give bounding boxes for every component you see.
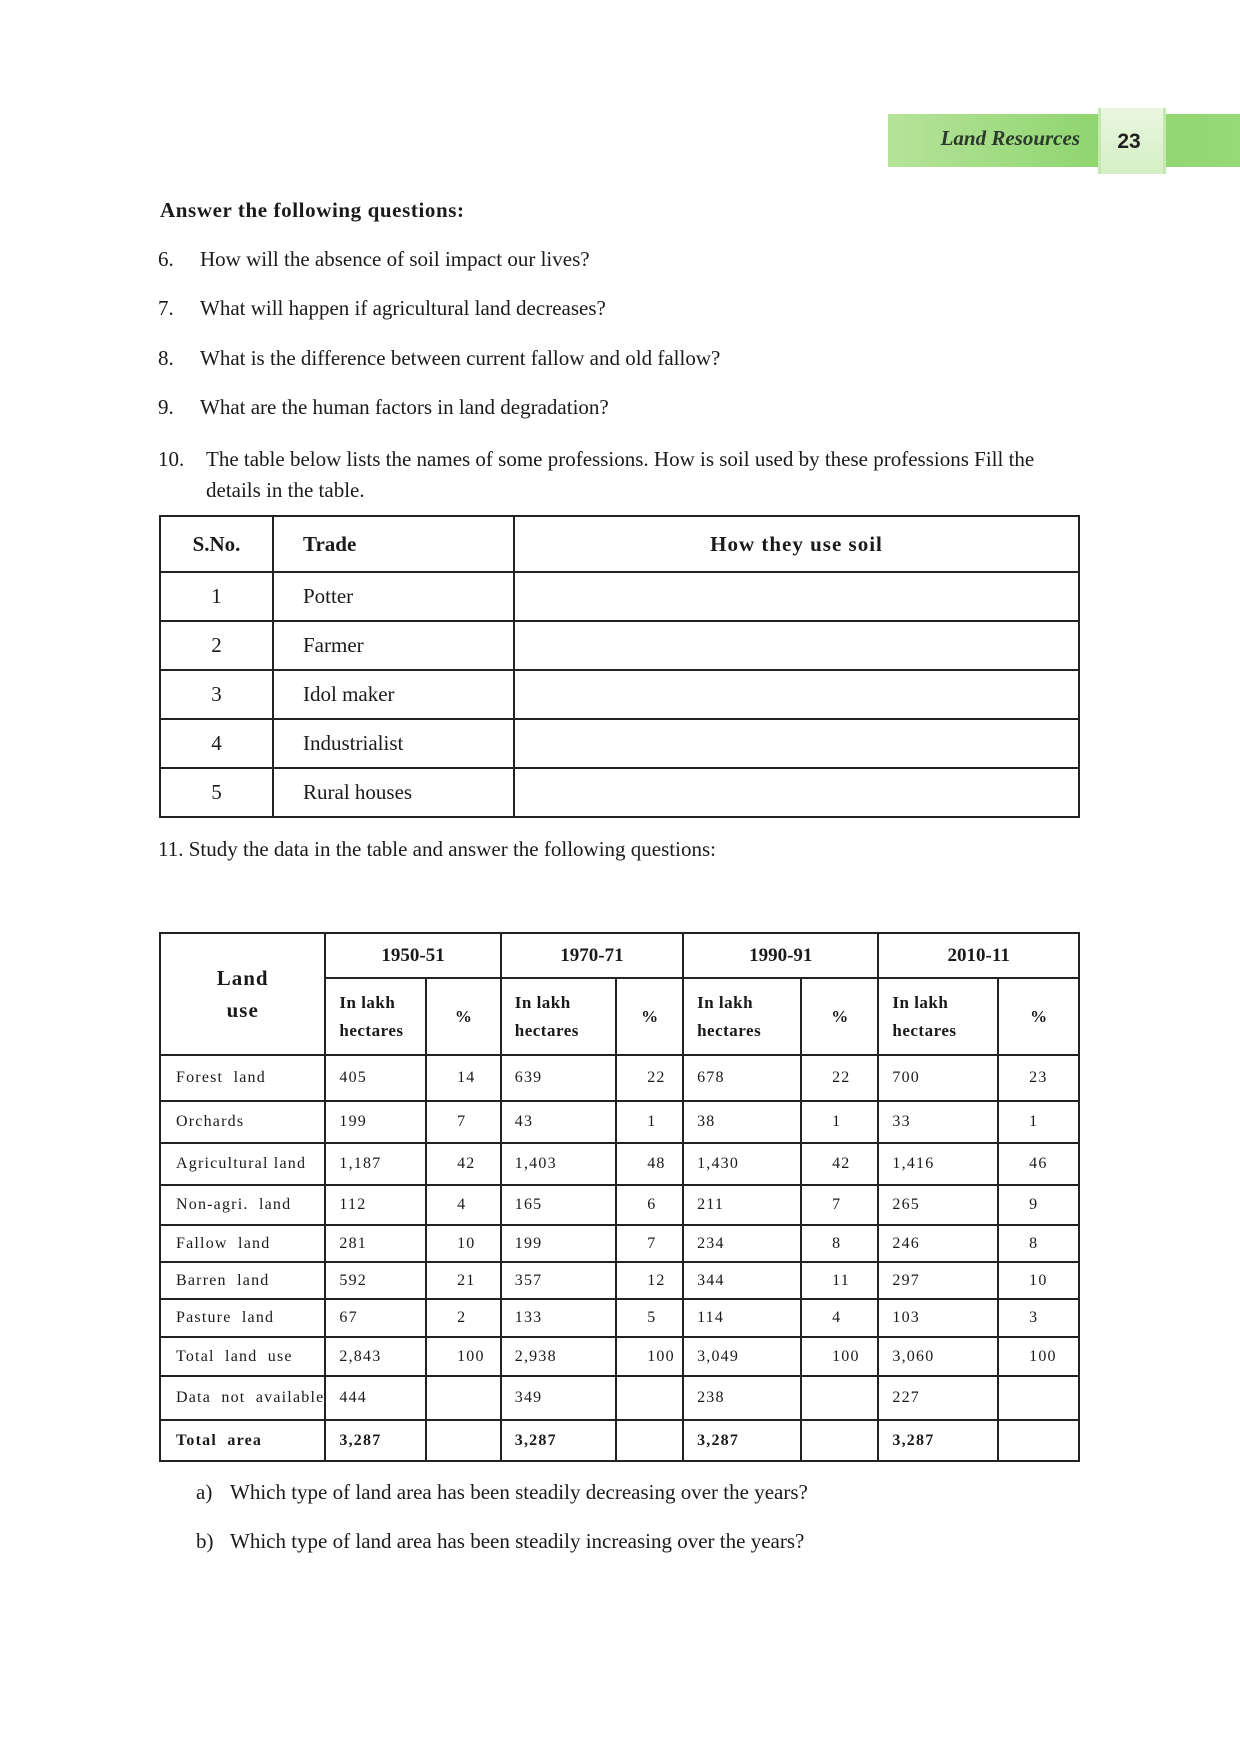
question-text: What will happen if agricultural land decreases?	[200, 296, 606, 320]
percent-cell	[616, 1420, 683, 1461]
lakh-hectares-cell: 1,430	[683, 1143, 801, 1185]
percent-cell: 42	[801, 1143, 878, 1185]
land-type-cell: Data not available	[160, 1376, 325, 1420]
lakh-hectares-cell: 1,403	[501, 1143, 616, 1185]
lakh-hectares-cell: 67	[325, 1299, 426, 1337]
percent-cell: 11	[801, 1262, 878, 1299]
land-type-cell: Barren land	[160, 1262, 325, 1299]
col-header-use: How they use soil	[514, 516, 1079, 572]
percent-cell: 6	[616, 1185, 683, 1225]
lakh-hectares-cell: 3,287	[878, 1420, 998, 1461]
lakh-hectares-cell: 133	[501, 1299, 616, 1337]
unit-header-lakh: In lakh hectares	[501, 978, 616, 1055]
lakh-hectares-cell: 405	[325, 1055, 426, 1101]
percent-cell: 100	[616, 1337, 683, 1376]
percent-cell	[616, 1376, 683, 1420]
lakh-hectares-cell: 700	[878, 1055, 998, 1101]
percent-cell: 10	[998, 1262, 1079, 1299]
lakh-hectares-cell: 234	[683, 1225, 801, 1262]
lakh-hectares-cell: 1,416	[878, 1143, 998, 1185]
land-use-header	[160, 933, 325, 1055]
percent-cell: 1	[998, 1101, 1079, 1143]
lakh-hectares-cell: 199	[325, 1101, 426, 1143]
percent-cell: 5	[616, 1299, 683, 1337]
unit-header-lakh: In lakh hectares	[878, 978, 998, 1055]
lakh-hectares-cell: 3,287	[325, 1420, 426, 1461]
trade-cell: Idol maker	[273, 670, 514, 719]
percent-cell: 1	[801, 1101, 878, 1143]
lakh-hectares-cell: 444	[325, 1376, 426, 1420]
unit-header-percent: %	[426, 978, 501, 1055]
year-header: 2010-11	[878, 933, 1079, 978]
table-row	[160, 1101, 1079, 1143]
land-use-label: use	[226, 998, 259, 1022]
unit-header-percent: %	[616, 978, 683, 1055]
sno-cell: 5	[160, 768, 273, 817]
lakh-hectares-cell: 114	[683, 1299, 801, 1337]
table-row	[160, 1376, 1079, 1420]
sno-cell: 1	[160, 572, 273, 621]
percent-cell: 100	[998, 1337, 1079, 1376]
questions-heading: Answer the following questions:	[160, 198, 465, 222]
lakh-hectares-cell: 3,060	[878, 1337, 998, 1376]
land-type-cell: Orchards	[160, 1101, 325, 1143]
percent-cell	[998, 1376, 1079, 1420]
unit-header-percent: %	[801, 978, 878, 1055]
percent-cell: 1	[616, 1101, 683, 1143]
question-6	[158, 247, 590, 272]
trade-table	[159, 515, 1080, 818]
question-10	[158, 444, 1088, 506]
answer-cell[interactable]	[514, 719, 1079, 768]
year-header: 1950-51	[325, 933, 500, 978]
table-row	[160, 1055, 1079, 1101]
lakh-hectares-cell: 297	[878, 1262, 998, 1299]
table-row	[160, 1225, 1079, 1262]
land-use-label: Land	[216, 966, 269, 990]
lakh-hectares-cell: 357	[501, 1262, 616, 1299]
lakh-hectares-cell: 38	[683, 1101, 801, 1143]
page-number: 23	[1117, 130, 1141, 153]
lakh-hectares-cell: 639	[501, 1055, 616, 1101]
percent-cell: 8	[998, 1225, 1079, 1262]
table-row	[160, 572, 1079, 621]
table-header-row	[160, 516, 1079, 572]
percent-cell: 7	[616, 1225, 683, 1262]
lakh-hectares-cell: 592	[325, 1262, 426, 1299]
lakh-hectares-cell: 238	[683, 1376, 801, 1420]
answer-cell[interactable]	[514, 768, 1079, 817]
lakh-hectares-cell: 1,187	[325, 1143, 426, 1185]
land-type-cell: Fallow land	[160, 1225, 325, 1262]
percent-cell: 100	[426, 1337, 501, 1376]
land-type-cell: Total land use	[160, 1337, 325, 1376]
sno-cell: 4	[160, 719, 273, 768]
unit-header-percent: %	[998, 978, 1079, 1055]
trade-cell: Industrialist	[273, 719, 514, 768]
question-number: 8.	[158, 346, 174, 370]
lakh-hectares-cell: 246	[878, 1225, 998, 1262]
table-row	[160, 1185, 1079, 1225]
answer-cell[interactable]	[514, 572, 1079, 621]
question-text: What are the human factors in land degradation?	[200, 395, 609, 419]
lakh-hectares-cell: 2,843	[325, 1337, 426, 1376]
question-7	[158, 296, 606, 321]
percent-cell: 9	[998, 1185, 1079, 1225]
col-header-trade: Trade	[273, 516, 514, 572]
question-text: How will the absence of soil impact our lives?	[200, 247, 590, 271]
percent-cell: 14	[426, 1055, 501, 1101]
lakh-hectares-cell: 165	[501, 1185, 616, 1225]
answer-cell[interactable]	[514, 621, 1079, 670]
percent-cell: 22	[801, 1055, 878, 1101]
percent-cell	[426, 1376, 501, 1420]
percent-cell: 42	[426, 1143, 501, 1185]
answer-cell[interactable]	[514, 670, 1079, 719]
percent-cell: 4	[801, 1299, 878, 1337]
percent-cell: 12	[616, 1262, 683, 1299]
lakh-hectares-cell: 265	[878, 1185, 998, 1225]
sno-cell: 3	[160, 670, 273, 719]
trade-cell: Rural houses	[273, 768, 514, 817]
table-row	[160, 1299, 1079, 1337]
percent-cell: 22	[616, 1055, 683, 1101]
question-number: 7.	[158, 296, 174, 320]
question-number: 9.	[158, 395, 174, 419]
lakh-hectares-cell: 3,287	[501, 1420, 616, 1461]
lakh-hectares-cell: 227	[878, 1376, 998, 1420]
trade-cell: Potter	[273, 572, 514, 621]
lakh-hectares-cell: 678	[683, 1055, 801, 1101]
land-type-cell: Forest land	[160, 1055, 325, 1101]
col-header-sno: S.No.	[160, 516, 273, 572]
percent-cell: 46	[998, 1143, 1079, 1185]
lakh-hectares-cell: 199	[501, 1225, 616, 1262]
percent-cell: 7	[801, 1185, 878, 1225]
sub-question-label: b)	[196, 1529, 214, 1553]
percent-cell	[801, 1420, 878, 1461]
table-row	[160, 621, 1079, 670]
year-header: 1970-71	[501, 933, 683, 978]
sub-question-text: Which type of land area has been steadily decreasing over the years?	[230, 1480, 808, 1504]
percent-cell: 7	[426, 1101, 501, 1143]
land-use-table	[159, 932, 1080, 1462]
table-row	[160, 1143, 1079, 1185]
sub-question-label: a)	[196, 1480, 213, 1504]
table-row	[160, 670, 1079, 719]
question-number: 10.	[158, 447, 185, 471]
table-row	[160, 1337, 1079, 1376]
percent-cell: 48	[616, 1143, 683, 1185]
percent-cell: 8	[801, 1225, 878, 1262]
lakh-hectares-cell: 33	[878, 1101, 998, 1143]
lakh-hectares-cell: 344	[683, 1262, 801, 1299]
table-row	[160, 1420, 1079, 1461]
percent-cell: 10	[426, 1225, 501, 1262]
land-type-cell: Agricultural land	[160, 1143, 325, 1185]
percent-cell: 3	[998, 1299, 1079, 1337]
lakh-hectares-cell: 3,049	[683, 1337, 801, 1376]
percent-cell: 21	[426, 1262, 501, 1299]
table-row	[160, 1262, 1079, 1299]
unit-header-lakh: In lakh hectares	[683, 978, 801, 1055]
land-type-cell: Total area	[160, 1420, 325, 1461]
sub-question-b	[196, 1529, 804, 1554]
year-header: 1990-91	[683, 933, 878, 978]
lakh-hectares-cell: 3,287	[683, 1420, 801, 1461]
percent-cell	[998, 1420, 1079, 1461]
lakh-hectares-cell: 281	[325, 1225, 426, 1262]
lakh-hectares-cell: 43	[501, 1101, 616, 1143]
percent-cell: 2	[426, 1299, 501, 1337]
year-header-row	[160, 933, 1079, 978]
percent-cell: 100	[801, 1337, 878, 1376]
lakh-hectares-cell: 349	[501, 1376, 616, 1420]
unit-header-lakh: In lakh hectares	[325, 978, 426, 1055]
lakh-hectares-cell: 103	[878, 1299, 998, 1337]
land-type-cell: Non-agri. land	[160, 1185, 325, 1225]
percent-cell	[426, 1420, 501, 1461]
trade-cell: Farmer	[273, 621, 514, 670]
percent-cell: 23	[998, 1055, 1079, 1101]
sno-cell: 2	[160, 621, 273, 670]
question-number: 6.	[158, 247, 174, 271]
sub-question-text: Which type of land area has been steadily increasing over the years?	[230, 1529, 805, 1553]
lakh-hectares-cell: 2,938	[501, 1337, 616, 1376]
land-type-cell: Pasture land	[160, 1299, 325, 1337]
table-row	[160, 719, 1079, 768]
question-8	[158, 346, 720, 371]
lakh-hectares-cell: 112	[325, 1185, 426, 1225]
question-11: 11. Study the data in the table and answer the following questions:	[158, 837, 716, 861]
question-text: What is the difference between current fallow and old fallow?	[200, 346, 721, 370]
table-row	[160, 768, 1079, 817]
sub-question-a	[196, 1480, 808, 1505]
question-9	[158, 395, 609, 420]
lakh-hectares-cell: 211	[683, 1185, 801, 1225]
section-title: Land Resources	[940, 126, 1080, 150]
percent-cell: 4	[426, 1185, 501, 1225]
percent-cell	[801, 1376, 878, 1420]
question-text: The table below lists the names of some professions. How is soil used by these professions Fill the details in the table.	[206, 447, 1035, 502]
